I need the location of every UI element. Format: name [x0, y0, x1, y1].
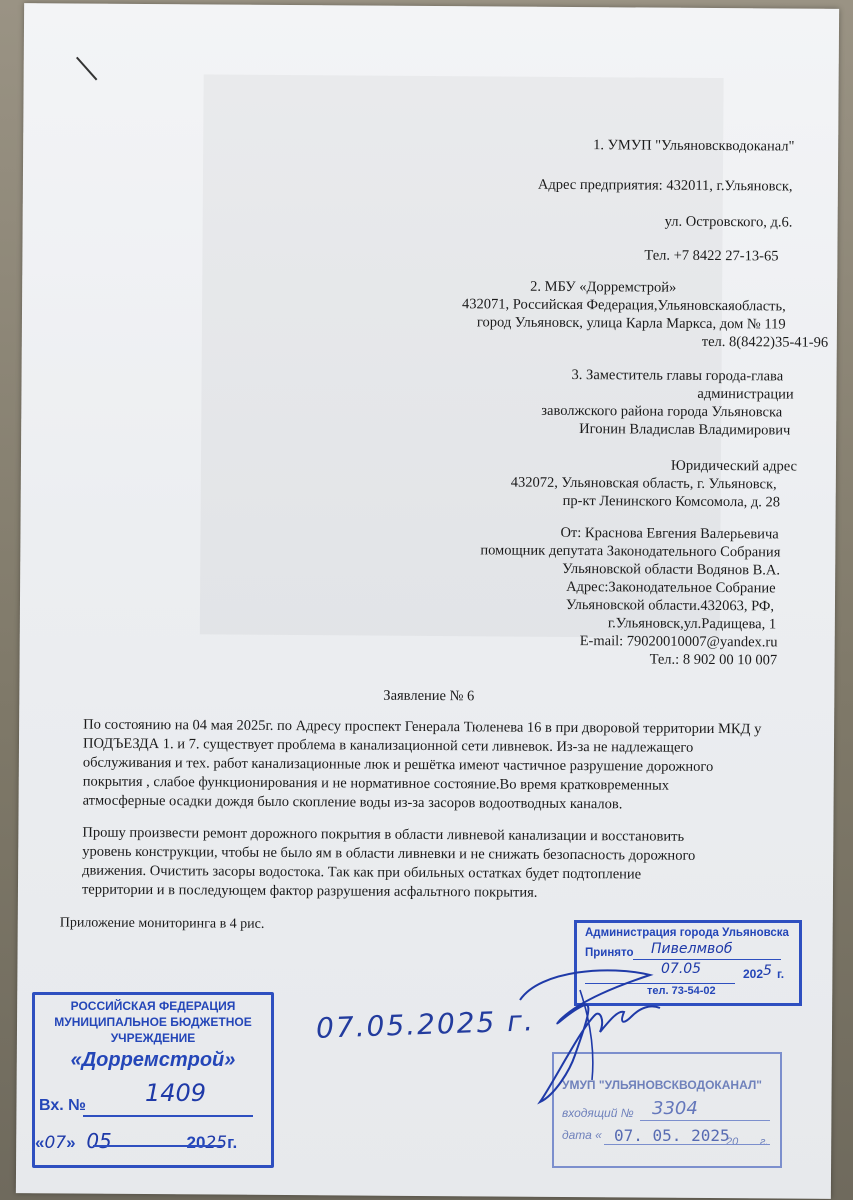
incoming-year-handwriting: 25	[205, 1133, 228, 1153]
paragraph-line: уровень конструкции, чтобы не было ям в области ливневки и не снижать безопасность дорожного	[82, 843, 696, 864]
incoming-number-handwriting: 1409	[145, 1079, 207, 1107]
sender-address-line2: Ульяновской области.432063, РФ,	[565, 596, 775, 615]
incoming-year-g: г.	[227, 1133, 238, 1152]
recipient2-title: 2. МБУ «Дорремстрой»	[530, 278, 677, 296]
admin-year-g: г.	[777, 967, 785, 981]
recipient1-address-line2: ул. Островского, д.6.	[664, 213, 793, 231]
statement-paragraph1	[83, 716, 824, 816]
vodokanal-incoming-label: входящий №	[562, 1106, 634, 1120]
sender-address-line1: Адрес:Законодательное Собрание	[566, 578, 776, 597]
sender-email: E-mail: 79020010007@yandex.ru	[579, 633, 778, 651]
incoming-date	[35, 1129, 237, 1153]
recipient1-address-line1: Адрес предприятия: 432011, г.Ульяновск,	[537, 176, 793, 195]
recipient2-address-line1: 432071, Российская Федерация,Ульяновскаяобласть,	[462, 296, 786, 315]
statement-title: Заявление № 6	[383, 687, 475, 705]
incoming-date-line	[93, 1145, 223, 1147]
vodokanal-date-label: дата «	[562, 1128, 602, 1142]
date-quote-open: «	[35, 1133, 45, 1152]
attachment-note: Приложение мониторинга в 4 рис.	[59, 915, 265, 932]
date-quote-close: »	[66, 1133, 76, 1152]
paragraph-line: территории и в последующем фактор разрушения асфальтного покрытия.	[81, 881, 538, 901]
statement-paragraph2	[82, 824, 823, 905]
paragraph-line: атмосферные осадки дождя было скопление воды из-за засоров водоотводных каналов.	[82, 792, 623, 813]
recipient3-line1: 3. Заместитель главы города-глава	[571, 367, 784, 385]
recipient1-phone: Тел. +7 8422 27-13-65	[644, 247, 779, 265]
sender-position-line2: Ульяновской области Водянов В.А.	[562, 560, 781, 579]
admin-year-prefix: 202	[743, 967, 764, 981]
sender-phone: Тел.: 8 902 00 10 007	[649, 651, 778, 669]
sender-position: помощник депутата Законодательного Собрания	[480, 542, 781, 561]
incoming-year-prefix: 20	[186, 1133, 206, 1152]
recipient3-name: Игонин Владислав Владимирович	[579, 421, 791, 439]
admin-year-suffix: 5	[763, 963, 772, 979]
paragraph-line: ПОДЪЕЗДА 1. и 7. существует проблема в канализационной сети ливневок. Из-за не надлежащего	[82, 735, 694, 756]
vodokanal-year-g: г.	[760, 1136, 769, 1148]
paragraph-line: покрытия , слабое функционирования и не нормативное состояние.Во время кратковременных	[82, 773, 670, 794]
recipient3-address-line1: 432072, Ульяновская область, г. Ульяновск,	[510, 474, 777, 493]
recipient1-title: 1. УМУП "Ульяновскводоканал"	[593, 137, 795, 155]
signature	[500, 960, 690, 1110]
vodokanal-year-prefix: 20	[726, 1136, 739, 1148]
recipient3-line3: заволжского района города Ульяновска	[541, 402, 783, 421]
incoming-number-line	[83, 1115, 253, 1117]
stamp-organization-name: «Дорремстрой»	[70, 1049, 236, 1071]
recipient3-address-line2: пр-кт Ленинского Комсомола, д. 28	[562, 492, 781, 511]
dorremstroy-stamp	[32, 992, 274, 1168]
sender-name: От: Краснова Евгения Валерьевича	[560, 524, 779, 543]
administration-stamp-title: Администрация города Ульяновска	[585, 927, 789, 939]
vodokanal-stamp-title: УМУП "УЛЬЯНОВСКВОДОКАНАЛ"	[562, 1078, 762, 1092]
vodokanal-date-value: 07. 05. 2025	[614, 1126, 730, 1145]
administration-phone: тел. 73-54-02	[647, 985, 716, 997]
incoming-month-handwriting: 05	[86, 1129, 112, 1153]
paragraph-line: движения. Очистить засоры водостока. Так как при обильных остатках будет подтопление	[82, 862, 642, 883]
accepted-by-handwriting: Пивелмвоб	[651, 941, 733, 957]
vodokanal-date-line	[604, 1144, 770, 1145]
vodokanal-incoming-number: 3304	[652, 1098, 698, 1119]
paragraph-line: обслуживания и тех. работ канализационные люк и решётка имеют частичное разрушение дорожного	[82, 754, 714, 775]
recipient2-address-line2: город Ульяновск, улица Карла Маркса, дом № 119	[476, 314, 786, 333]
vodokanal-incoming-line	[640, 1120, 770, 1121]
sender-address-line3: г.Ульяновск,ул.Радищева, 1	[607, 615, 777, 633]
incoming-day-handwriting: 07	[44, 1133, 67, 1153]
recipient3-legal-label: Юридический адрес	[670, 457, 798, 475]
incoming-label: Вх. №	[39, 1097, 86, 1114]
stamp-line-federation: РОССИЙСКАЯ ФЕДЕРАЦИЯ	[70, 999, 236, 1013]
recipient2-phone: тел. 8(8422)35-41-96	[701, 333, 829, 351]
pen-mark	[76, 57, 97, 81]
accepted-label: Принято	[585, 947, 634, 959]
handwritten-signature-date: 07.05.2025 г.	[315, 1004, 536, 1045]
recipient3-line2: администрации	[697, 385, 794, 403]
admin-date-handwriting: 07.05	[661, 961, 702, 977]
paragraph-line: Прошу произвести ремонт дорожного покрытия в области ливневой канализации и восстановить	[82, 824, 685, 845]
paragraph-line: По состоянию на 04 мая 2025г. по Адресу проспект Генерала Тюленева 16 в при дворовой территории МКД у	[83, 716, 762, 738]
stamp-line-institution: УЧРЕЖДЕНИЕ	[110, 1031, 196, 1045]
stamp-line-municipal: МУНИЦИПАЛЬНОЕ БЮДЖЕТНОЕ	[54, 1015, 252, 1029]
